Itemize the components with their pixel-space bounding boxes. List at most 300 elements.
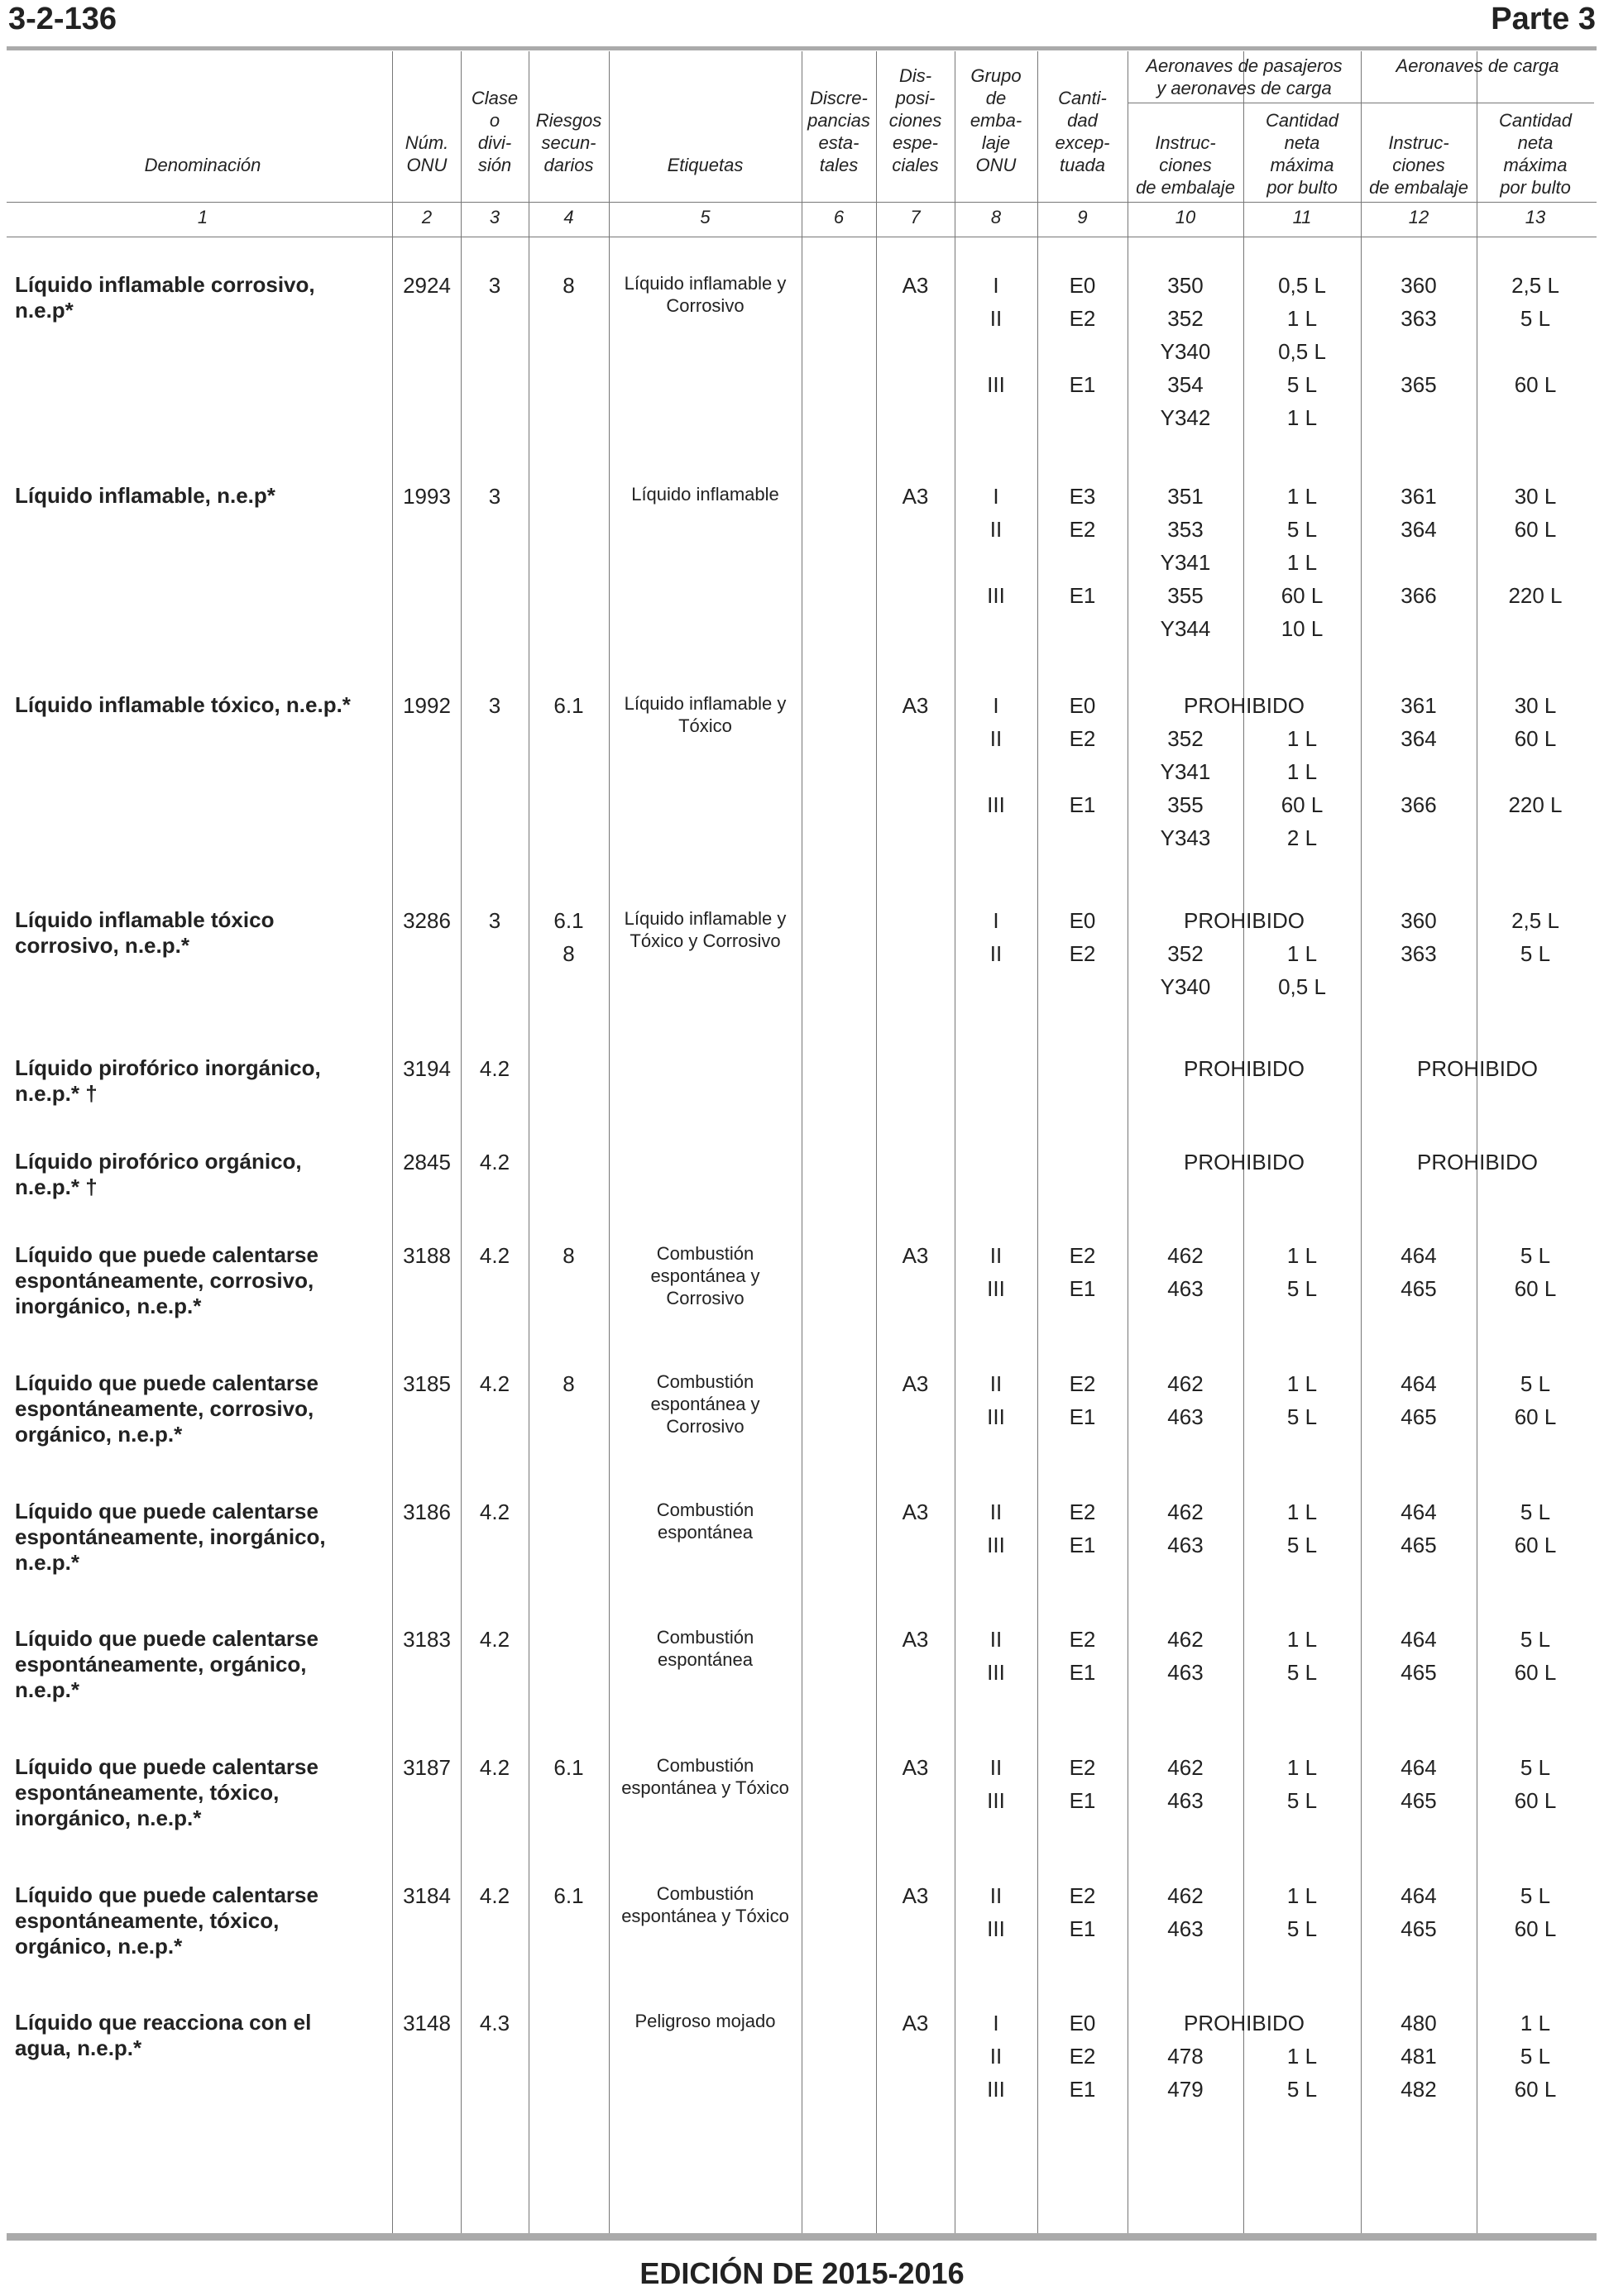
packing-group: II <box>989 1883 1003 1908</box>
cargo-max-quantity: 5 L <box>1520 1243 1551 1268</box>
special-provision: A3 <box>902 2011 929 2035</box>
packing-group: II <box>989 1627 1003 1652</box>
page-number: 3-2-136 <box>8 2 117 36</box>
column-number: 4 <box>563 207 574 227</box>
entry-name: Líquido inflamable tóxico, n.e.p.* <box>15 692 351 717</box>
column-number: 10 <box>1175 207 1196 227</box>
cargo-max-quantity: 5 L <box>1520 941 1551 966</box>
hazard-label: Combustión <box>656 1243 754 1264</box>
passenger-packing-instruction: Y341 <box>1160 550 1211 575</box>
hazard-class: 4.2 <box>479 1500 510 1524</box>
cargo-max-quantity: 5 L <box>1520 1500 1551 1524</box>
cargo-max-quantity: 5 L <box>1520 306 1551 331</box>
passenger-max-quantity: 60 L <box>1281 583 1324 608</box>
header-max-net-quantity-pax: Cantidad neta máxima por bulto <box>1265 110 1339 198</box>
cargo-max-quantity: 5 L <box>1520 1627 1551 1652</box>
packing-group: III <box>987 372 1005 397</box>
entry-name: Líquido que puede calentarse <box>15 1626 318 1651</box>
packing-group: II <box>989 1371 1003 1396</box>
passenger-max-quantity: 5 L <box>1286 1916 1318 1941</box>
hazard-label: Tóxico y Corrosivo <box>630 930 781 951</box>
cargo-max-quantity: 60 L <box>1514 1660 1557 1685</box>
entry-name: n.e.p.* † <box>15 1081 98 1106</box>
cargo-packing-instruction: 481 <box>1401 2044 1437 2069</box>
special-provision: A3 <box>902 1371 929 1396</box>
packing-group: III <box>987 792 1005 817</box>
subsidiary-risk: 8 <box>563 1371 575 1396</box>
header-packing-instructions-pax: Instruc- ciones de embalaje <box>1136 132 1235 198</box>
entry-name: agua, n.e.p.* <box>15 2035 142 2060</box>
special-provision: A3 <box>902 1500 929 1524</box>
header-special-provisions: Dis- posi- ciones espe- ciales <box>888 65 942 175</box>
cargo-packing-instruction: 464 <box>1401 1627 1437 1652</box>
hazard-label: Corrosivo <box>666 295 745 316</box>
entry-name: Líquido que puede calentarse <box>15 1499 318 1523</box>
excepted-quantity: E2 <box>1069 2044 1096 2069</box>
passenger-packing-instruction: 352 <box>1167 941 1204 966</box>
un-number: 1992 <box>403 693 451 718</box>
excepted-quantity: E1 <box>1069 1916 1096 1941</box>
hazard-label: Corrosivo <box>666 1416 745 1437</box>
passenger-max-quantity: 0,5 L <box>1278 339 1326 364</box>
excepted-quantity: E1 <box>1069 583 1096 608</box>
cargo-max-quantity: 60 L <box>1514 1788 1557 1813</box>
hazard-label: Combustión <box>656 1755 754 1776</box>
excepted-quantity: E2 <box>1069 1627 1096 1652</box>
cargo-packing-instruction: 464 <box>1401 1243 1437 1268</box>
entry-name: Líquido que puede calentarse <box>15 1882 318 1907</box>
passenger-max-quantity: 1 L <box>1286 1755 1318 1780</box>
cargo-max-quantity: 60 L <box>1514 726 1557 751</box>
subsidiary-risk: 8 <box>563 273 575 298</box>
column-number: 1 <box>197 207 208 227</box>
cargo-max-quantity: 2,5 L <box>1511 908 1559 933</box>
hazard-label: espontánea <box>658 1649 753 1670</box>
entry-name: Líquido inflamable corrosivo, <box>15 272 315 297</box>
cargo-packing-instruction: 465 <box>1401 1916 1437 1941</box>
entry-name: n.e.p.* <box>15 1550 80 1575</box>
passenger-packing-instruction: 355 <box>1167 583 1204 608</box>
excepted-quantity: E2 <box>1069 1755 1096 1780</box>
excepted-quantity: E2 <box>1069 1500 1096 1524</box>
cargo-max-quantity: 60 L <box>1514 1276 1557 1301</box>
passenger-max-quantity: 5 L <box>1286 1660 1318 1685</box>
header-packing-group: Grupo de emba- laje ONU <box>970 65 1022 175</box>
excepted-quantity: E1 <box>1069 1276 1096 1301</box>
excepted-quantity: E0 <box>1069 273 1096 298</box>
bottom-rule <box>7 2233 1597 2241</box>
cargo-max-quantity: 5 L <box>1520 2044 1551 2069</box>
column-number: 8 <box>990 207 1002 227</box>
packing-group: III <box>987 1404 1005 1429</box>
subsidiary-risk: 6.1 <box>553 1883 584 1908</box>
header-labels: Etiquetas <box>667 155 744 175</box>
column-number: 11 <box>1292 207 1312 227</box>
passenger-max-quantity: 1 L <box>1286 726 1318 751</box>
header-un-number: Núm. ONU <box>405 132 449 175</box>
passenger-packing-instruction: Y341 <box>1160 759 1211 784</box>
passenger-forbidden: PROHIBIDO <box>1184 908 1305 933</box>
passenger-packing-instruction: 350 <box>1167 273 1204 298</box>
passenger-max-quantity: 1 L <box>1286 1883 1318 1908</box>
passenger-forbidden: PROHIBIDO <box>1184 1150 1305 1174</box>
page-header <box>0 0 1604 43</box>
hazard-label: espontánea y Tóxico <box>621 1777 789 1798</box>
passenger-packing-instruction: 463 <box>1167 1916 1204 1941</box>
entry-name: inorgánico, n.e.p.* <box>15 1294 202 1318</box>
column-number: 13 <box>1525 207 1546 227</box>
cargo-packing-instruction: 361 <box>1401 693 1437 718</box>
column-number: 7 <box>910 207 921 227</box>
passenger-forbidden: PROHIBIDO <box>1184 2011 1305 2035</box>
cargo-max-quantity: 220 L <box>1508 583 1563 608</box>
hazard-class: 4.2 <box>479 1371 510 1396</box>
passenger-packing-instruction: 478 <box>1167 2044 1204 2069</box>
un-number: 2924 <box>403 273 451 298</box>
cargo-packing-instruction: 465 <box>1401 1788 1437 1813</box>
packing-group: III <box>987 1660 1005 1685</box>
header-class: Clase o divi- sión <box>471 88 519 175</box>
excepted-quantity: E3 <box>1069 484 1096 509</box>
excepted-quantity: E2 <box>1069 1883 1096 1908</box>
passenger-max-quantity: 5 L <box>1286 517 1318 542</box>
packing-group: II <box>989 1500 1003 1524</box>
cargo-max-quantity: 30 L <box>1514 693 1557 718</box>
entry-name: Líquido que puede calentarse <box>15 1242 318 1267</box>
passenger-packing-instruction: 462 <box>1167 1627 1204 1652</box>
header-packing-instructions-cargo: Instruc- ciones de embalaje <box>1369 132 1468 198</box>
subsidiary-risk: 6.1 <box>553 1755 584 1780</box>
passenger-max-quantity: 1 L <box>1286 1627 1318 1652</box>
excepted-quantity: E0 <box>1069 908 1096 933</box>
packing-group: III <box>987 1916 1005 1941</box>
column-number: 6 <box>833 207 845 227</box>
subsidiary-risk: 6.1 <box>553 908 584 933</box>
passenger-max-quantity: 5 L <box>1286 372 1318 397</box>
passenger-packing-instruction: 463 <box>1167 1533 1204 1557</box>
packing-group: II <box>989 306 1003 331</box>
column-number: 5 <box>700 207 711 227</box>
passenger-packing-instruction: 463 <box>1167 1404 1204 1429</box>
passenger-packing-instruction: 463 <box>1167 1660 1204 1685</box>
entry-name: Líquido que puede calentarse <box>15 1370 318 1395</box>
hazard-class: 4.3 <box>479 2011 510 2035</box>
cargo-packing-instruction: 364 <box>1401 517 1437 542</box>
cargo-max-quantity: 5 L <box>1520 1755 1551 1780</box>
packing-group: II <box>989 517 1003 542</box>
packing-group: I <box>993 908 999 933</box>
passenger-packing-instruction: 463 <box>1167 1276 1204 1301</box>
header-denominacion: Denominación <box>144 155 261 175</box>
hazard-class: 4.2 <box>479 1627 510 1652</box>
passenger-packing-instruction: 355 <box>1167 792 1204 817</box>
column-number: 2 <box>421 207 433 227</box>
hazard-label: espontánea y Tóxico <box>621 1906 789 1926</box>
passenger-max-quantity: 1 L <box>1286 306 1318 331</box>
column-number: 3 <box>489 207 500 227</box>
cargo-packing-instruction: 464 <box>1401 1500 1437 1524</box>
subsidiary-risk: 6.1 <box>553 693 584 718</box>
cargo-packing-instruction: 464 <box>1401 1755 1437 1780</box>
passenger-packing-instruction: Y340 <box>1160 339 1211 364</box>
hazard-class: 4.2 <box>479 1755 510 1780</box>
packing-group: III <box>987 2077 1005 2102</box>
excepted-quantity: E2 <box>1069 726 1096 751</box>
entry-name: espontáneamente, inorgánico, <box>15 1524 326 1549</box>
hazard-label: Combustión <box>656 1500 754 1520</box>
excepted-quantity: E0 <box>1069 2011 1096 2035</box>
passenger-max-quantity: 1 L <box>1286 759 1318 784</box>
passenger-max-quantity: 60 L <box>1281 792 1324 817</box>
un-number: 1993 <box>403 484 451 509</box>
excepted-quantity: E2 <box>1069 1371 1096 1396</box>
entry-name: n.e.p.* † <box>15 1174 98 1199</box>
passenger-max-quantity: 10 L <box>1281 616 1324 641</box>
un-number: 2845 <box>403 1150 451 1174</box>
passenger-packing-instruction: 462 <box>1167 1883 1204 1908</box>
packing-group: II <box>989 941 1003 966</box>
entry-name: Líquido inflamable tóxico <box>15 907 275 932</box>
entry-name: espontáneamente, tóxico, <box>15 1908 280 1933</box>
hazard-class: 3 <box>488 908 501 933</box>
hazard-label: Tóxico <box>678 715 732 736</box>
hazard-label: Líquido inflamable y <box>624 908 787 929</box>
passenger-max-quantity: 5 L <box>1286 1788 1318 1813</box>
entry-name: n.e.p* <box>15 298 74 323</box>
hazard-class: 4.2 <box>479 1243 510 1268</box>
excepted-quantity: E2 <box>1069 941 1096 966</box>
excepted-quantity: E1 <box>1069 1533 1096 1557</box>
hazard-label: Combustión <box>656 1627 754 1648</box>
passenger-packing-instruction: Y343 <box>1160 825 1211 850</box>
hazard-class: 4.2 <box>479 1150 510 1174</box>
hazard-label: Líquido inflamable y <box>624 273 787 294</box>
header-subsidiary-risk: Riesgos secun- darios <box>535 110 602 175</box>
excepted-quantity: E2 <box>1069 517 1096 542</box>
passenger-forbidden: PROHIBIDO <box>1184 1056 1305 1081</box>
entry-name: Líquido inflamable, n.e.p* <box>15 483 275 508</box>
cargo-max-quantity: 220 L <box>1508 792 1563 817</box>
passenger-max-quantity: 5 L <box>1286 1404 1318 1429</box>
packing-group: II <box>989 2044 1003 2069</box>
un-number: 3188 <box>403 1243 451 1268</box>
passenger-max-quantity: 1 L <box>1286 405 1318 430</box>
entry-name: orgánico, n.e.p.* <box>15 1422 183 1447</box>
excepted-quantity: E1 <box>1069 2077 1096 2102</box>
packing-group: III <box>987 583 1005 608</box>
cargo-packing-instruction: 464 <box>1401 1371 1437 1396</box>
excepted-quantity: E1 <box>1069 1788 1096 1813</box>
header-excepted-quantity: Canti- dad excep- tuada <box>1055 88 1110 175</box>
un-number: 3183 <box>403 1627 451 1652</box>
passenger-packing-instruction: 463 <box>1167 1788 1204 1813</box>
passenger-packing-instruction: 462 <box>1167 1371 1204 1396</box>
excepted-quantity: E1 <box>1069 792 1096 817</box>
passenger-packing-instruction: 462 <box>1167 1500 1204 1524</box>
cargo-packing-instruction: 360 <box>1401 273 1437 298</box>
passenger-max-quantity: 1 L <box>1286 941 1318 966</box>
column-number: 9 <box>1077 207 1088 227</box>
passenger-packing-instruction: 353 <box>1167 517 1204 542</box>
passenger-max-quantity: 1 L <box>1286 2044 1318 2069</box>
passenger-packing-instruction: 462 <box>1167 1243 1204 1268</box>
passenger-packing-instruction: 352 <box>1167 306 1204 331</box>
special-provision: A3 <box>902 1627 929 1652</box>
packing-group: I <box>993 273 999 298</box>
excepted-quantity: E1 <box>1069 1660 1096 1685</box>
un-number: 3186 <box>403 1500 451 1524</box>
hazard-label: espontánea y <box>650 1394 760 1414</box>
cargo-packing-instruction: 465 <box>1401 1276 1437 1301</box>
header-passenger-aircraft: Aeronaves de pasajeros y aeronaves de carga <box>1146 55 1343 98</box>
passenger-forbidden: PROHIBIDO <box>1184 693 1305 718</box>
part-label: Parte 3 <box>1491 2 1596 36</box>
special-provision: A3 <box>902 1755 929 1780</box>
entry-name: Líquido que reacciona con el <box>15 2010 312 2035</box>
cargo-max-quantity: 60 L <box>1514 2077 1557 2102</box>
hazard-class: 4.2 <box>479 1056 510 1081</box>
hazard-label: Líquido inflamable <box>631 484 779 505</box>
entry-name: n.e.p.* <box>15 1677 80 1702</box>
packing-group: I <box>993 484 999 509</box>
passenger-max-quantity: 5 L <box>1286 2077 1318 2102</box>
cargo-max-quantity: 5 L <box>1520 1883 1551 1908</box>
passenger-packing-instruction: Y344 <box>1160 616 1211 641</box>
cargo-max-quantity: 60 L <box>1514 1404 1557 1429</box>
cargo-max-quantity: 5 L <box>1520 1371 1551 1396</box>
hazard-label: espontánea y <box>650 1265 760 1286</box>
un-number: 3148 <box>403 2011 451 2035</box>
entry-name: inorgánico, n.e.p.* <box>15 1806 202 1830</box>
packing-group: III <box>987 1533 1005 1557</box>
entry-name: espontáneamente, orgánico, <box>15 1652 307 1677</box>
packing-group: II <box>989 726 1003 751</box>
entry-name: Líquido pirofórico inorgánico, <box>15 1055 321 1080</box>
cargo-packing-instruction: 360 <box>1401 908 1437 933</box>
cargo-max-quantity: 60 L <box>1514 1916 1557 1941</box>
passenger-packing-instruction: Y342 <box>1160 405 1211 430</box>
hazard-label: Combustión <box>656 1883 754 1904</box>
passenger-max-quantity: 1 L <box>1286 1243 1318 1268</box>
excepted-quantity: E1 <box>1069 1404 1096 1429</box>
passenger-max-quantity: 5 L <box>1286 1533 1318 1557</box>
hazard-label: Combustión <box>656 1371 754 1392</box>
header-cargo-aircraft: Aeronaves de carga <box>1396 55 1559 76</box>
cargo-packing-instruction: 480 <box>1401 2011 1437 2035</box>
entry-name: corrosivo, n.e.p.* <box>15 933 189 958</box>
excepted-quantity: E2 <box>1069 1243 1096 1268</box>
passenger-max-quantity: 1 L <box>1286 1500 1318 1524</box>
cargo-packing-instruction: 465 <box>1401 1404 1437 1429</box>
passenger-max-quantity: 1 L <box>1286 550 1318 575</box>
packing-group: I <box>993 2011 999 2035</box>
excepted-quantity: E1 <box>1069 372 1096 397</box>
special-provision: A3 <box>902 1883 929 1908</box>
cargo-max-quantity: 30 L <box>1514 484 1557 509</box>
cargo-max-quantity: 2,5 L <box>1511 273 1559 298</box>
edition-footer: EDICIÓN DE 2015-2016 <box>639 2256 965 2290</box>
excepted-quantity: E2 <box>1069 306 1096 331</box>
special-provision: A3 <box>902 1243 929 1268</box>
header-max-net-quantity-cargo: Cantidad neta máxima por bulto <box>1498 110 1573 198</box>
cargo-max-quantity: 60 L <box>1514 517 1557 542</box>
cargo-packing-instruction: 464 <box>1401 1883 1437 1908</box>
excepted-quantity: E0 <box>1069 693 1096 718</box>
passenger-packing-instruction: 351 <box>1167 484 1204 509</box>
entry-name: espontáneamente, corrosivo, <box>15 1396 314 1421</box>
packing-group: II <box>989 1243 1003 1268</box>
hazard-label: Líquido inflamable y <box>624 693 787 714</box>
passenger-packing-instruction: Y340 <box>1160 974 1211 999</box>
passenger-max-quantity: 5 L <box>1286 1276 1318 1301</box>
special-provision: A3 <box>902 273 929 298</box>
cargo-packing-instruction: 465 <box>1401 1660 1437 1685</box>
column-number: 12 <box>1408 207 1429 227</box>
cargo-packing-instruction: 366 <box>1401 583 1437 608</box>
cargo-packing-instruction: 361 <box>1401 484 1437 509</box>
hazard-class: 3 <box>488 273 501 298</box>
entry-name: espontáneamente, tóxico, <box>15 1780 280 1805</box>
cargo-packing-instruction: 465 <box>1401 1533 1437 1557</box>
un-number: 3185 <box>403 1371 451 1396</box>
hazard-label: Corrosivo <box>666 1288 745 1308</box>
hazard-label: Peligroso mojado <box>634 2011 776 2031</box>
un-number: 3187 <box>403 1755 451 1780</box>
passenger-packing-instruction: 352 <box>1167 726 1204 751</box>
passenger-max-quantity: 0,5 L <box>1278 273 1326 298</box>
subsidiary-risk: 8 <box>563 1243 575 1268</box>
passenger-packing-instruction: 479 <box>1167 2077 1204 2102</box>
packing-group: I <box>993 693 999 718</box>
entry-name: orgánico, n.e.p.* <box>15 1934 183 1959</box>
hazard-class: 3 <box>488 484 501 509</box>
passenger-max-quantity: 2 L <box>1286 825 1318 850</box>
cargo-max-quantity: 60 L <box>1514 372 1557 397</box>
header-state-variations: Discre- pancias esta- tales <box>807 88 870 175</box>
passenger-max-quantity: 0,5 L <box>1278 974 1326 999</box>
hazard-class: 3 <box>488 693 501 718</box>
cargo-packing-instruction: 363 <box>1401 941 1437 966</box>
packing-group: III <box>987 1276 1005 1301</box>
cargo-packing-instruction: 364 <box>1401 726 1437 751</box>
entry-name: Líquido pirofórico orgánico, <box>15 1149 302 1174</box>
packing-group: III <box>987 1788 1005 1813</box>
cargo-packing-instruction: 363 <box>1401 306 1437 331</box>
passenger-max-quantity: 1 L <box>1286 1371 1318 1396</box>
special-provision: A3 <box>902 484 929 509</box>
packing-group: II <box>989 1755 1003 1780</box>
entry-name: espontáneamente, corrosivo, <box>15 1268 314 1293</box>
cargo-forbidden: PROHIBIDO <box>1417 1056 1538 1081</box>
hazard-label: espontánea <box>658 1522 753 1543</box>
un-number: 3194 <box>403 1056 451 1081</box>
passenger-packing-instruction: 354 <box>1167 372 1204 397</box>
cargo-packing-instruction: 365 <box>1401 372 1437 397</box>
un-number: 3184 <box>403 1883 451 1908</box>
entry-name: Líquido que puede calentarse <box>15 1754 318 1779</box>
cargo-max-quantity: 60 L <box>1514 1533 1557 1557</box>
un-number: 3286 <box>403 908 451 933</box>
cargo-packing-instruction: 482 <box>1401 2077 1437 2102</box>
top-rule <box>7 46 1597 50</box>
passenger-packing-instruction: 462 <box>1167 1755 1204 1780</box>
subsidiary-risk: 8 <box>563 941 575 966</box>
cargo-packing-instruction: 366 <box>1401 792 1437 817</box>
cargo-forbidden: PROHIBIDO <box>1417 1150 1538 1174</box>
hazard-class: 4.2 <box>479 1883 510 1908</box>
cargo-max-quantity: 1 L <box>1520 2011 1551 2035</box>
passenger-max-quantity: 1 L <box>1286 484 1318 509</box>
